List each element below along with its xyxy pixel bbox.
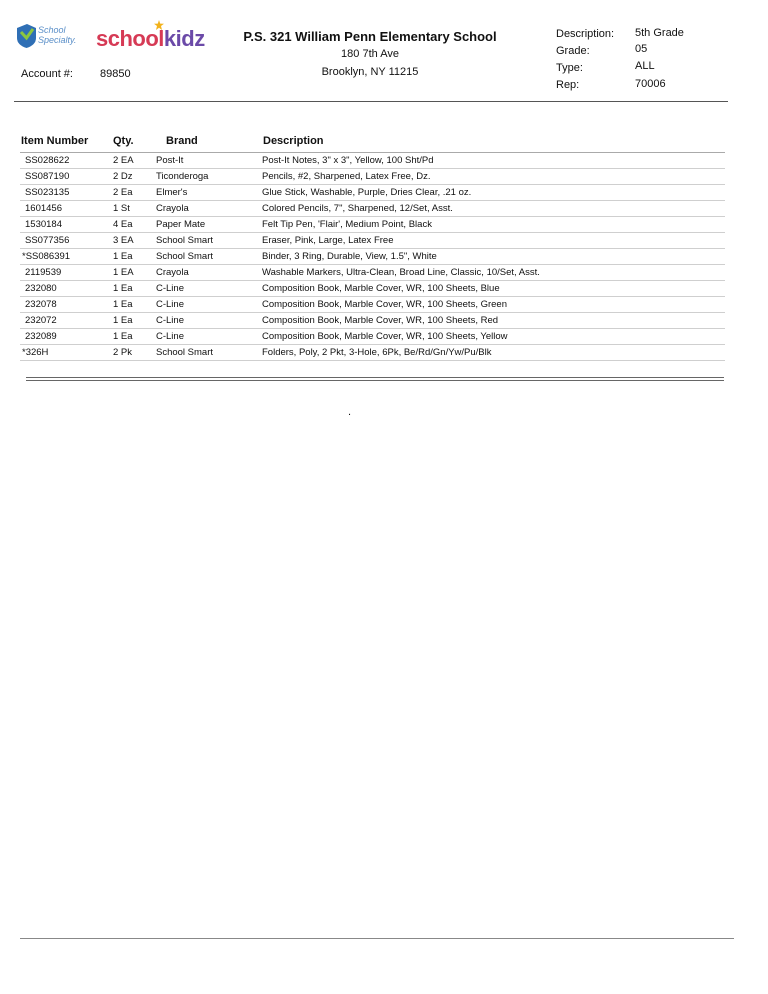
meta-description-label: Description: [556, 28, 615, 40]
school-specialty-mark-icon [17, 24, 36, 48]
description: Colored Pencils, 7", Sharpened, 12/Set, Asst. [262, 203, 453, 214]
table-row [20, 217, 725, 233]
brand: C-Line [156, 315, 184, 326]
item-number: *326H [22, 347, 49, 358]
qty: 1 Ea [113, 283, 133, 294]
brand: Paper Mate [156, 219, 206, 230]
brand: School Smart [156, 251, 214, 262]
item-number: SS028622 [25, 155, 70, 166]
meta-type-label: Type: [556, 62, 583, 74]
brand: Elmer's [156, 187, 188, 198]
qty: 1 Ea [113, 315, 133, 326]
item-number: SS077356 [25, 235, 70, 246]
description: Composition Book, Marble Cover, WR, 100 Sheets, Red [262, 315, 499, 326]
qty: 4 Ea [113, 219, 133, 230]
meta-description-value: 5th Grade [635, 27, 684, 39]
meta-grade-label: Grade: [556, 45, 590, 57]
brand: C-Line [156, 299, 184, 310]
header-divider [14, 101, 728, 102]
account-label: Account #: [21, 68, 73, 80]
table-row [20, 169, 725, 185]
school-name: P.S. 321 William Penn Elementary School [243, 29, 497, 44]
table-row [20, 185, 725, 201]
meta-type-value: ALL [635, 60, 655, 72]
description: Eraser, Pink, Large, Latex Free [262, 235, 394, 246]
item-number: *SS086391 [22, 251, 71, 262]
item-number: 1601456 [25, 203, 62, 214]
meta-grade-value: 05 [635, 43, 648, 55]
qty: 3 EA [113, 235, 134, 246]
brand: C-Line [156, 283, 184, 294]
brand: Crayola [156, 203, 189, 214]
qty: 1 St [113, 203, 130, 214]
qty: 2 Ea [113, 187, 133, 198]
table-row [20, 153, 725, 169]
column-header-qty: Qty. [113, 135, 134, 147]
school-address-line2: Brooklyn, NY 11215 [321, 66, 419, 78]
school-specialty-logo [17, 22, 87, 52]
school-address-line1: 180 7th Ave [341, 48, 399, 60]
table-row [20, 233, 725, 249]
brand: School Smart [156, 347, 214, 358]
description: Binder, 3 Ring, Durable, View, 1.5", White [262, 251, 437, 262]
item-number: SS087190 [25, 171, 70, 182]
brand: Ticonderoga [156, 171, 209, 182]
schoolkidz-wordmark: schoolkidz [96, 26, 205, 51]
item-number: 232078 [25, 299, 57, 310]
table-row [20, 345, 725, 361]
supply-list-table [20, 153, 725, 361]
item-number: SS023135 [25, 187, 70, 198]
table-row [20, 281, 725, 297]
item-number: 232072 [25, 315, 57, 326]
account-number: 89850 [100, 68, 131, 80]
column-header-item-number: Item Number [21, 135, 89, 147]
description: Composition Book, Marble Cover, WR, 100 Sheets, Blue [262, 283, 500, 294]
qty: 2 Dz [113, 171, 133, 182]
table-row [20, 265, 725, 281]
description: Composition Book, Marble Cover, WR, 100 Sheets, Yellow [262, 331, 508, 342]
description: Felt Tip Pen, 'Flair', Medium Point, Black [262, 219, 432, 230]
qty: 1 Ea [113, 331, 133, 342]
meta-rep-value: 70006 [635, 78, 666, 90]
brand: Post-It [156, 155, 184, 166]
qty: 2 EA [113, 155, 134, 166]
qty: 1 Ea [113, 299, 133, 310]
page-mark: . [348, 406, 352, 418]
description: Washable Markers, Ultra-Clean, Broad Line, Classic, 10/Set, Asst. [262, 267, 540, 278]
table-end-divider-top [26, 377, 724, 378]
description: Composition Book, Marble Cover, WR, 100 Sheets, Green [262, 299, 508, 310]
item-number: 232089 [25, 331, 57, 342]
description: Glue Stick, Washable, Purple, Dries Clear, .21 oz. [262, 187, 472, 198]
school-specialty-wordmark: School Specialty. [38, 25, 77, 45]
qty: 2 Pk [113, 347, 133, 358]
item-number: 1530184 [25, 219, 62, 230]
table-row [20, 313, 725, 329]
table-row [20, 201, 725, 217]
column-header-description: Description [263, 135, 324, 147]
table-row [20, 249, 725, 265]
brand: C-Line [156, 331, 184, 342]
column-header-brand: Brand [166, 135, 198, 147]
footer-divider [20, 938, 734, 939]
description: Post-It Notes, 3" x 3", Yellow, 100 Sht/Pd [262, 155, 434, 166]
qty: 1 EA [113, 267, 134, 278]
table-end-divider-bottom [26, 380, 724, 381]
meta-rep-label: Rep: [556, 79, 580, 91]
qty: 1 Ea [113, 251, 133, 262]
item-number: 232080 [25, 283, 57, 294]
brand: Crayola [156, 267, 189, 278]
item-number: 2119539 [25, 267, 62, 278]
schoolkidz-logo [96, 20, 205, 54]
description: Pencils, #2, Sharpened, Latex Free, Dz. [262, 171, 431, 182]
table-row [20, 297, 725, 313]
brand: School Smart [156, 235, 214, 246]
description: Folders, Poly, 2 Pkt, 3-Hole, 6Pk, Be/Rd/Gn/Yw/Pu/Blk [262, 347, 492, 358]
table-row [20, 329, 725, 345]
